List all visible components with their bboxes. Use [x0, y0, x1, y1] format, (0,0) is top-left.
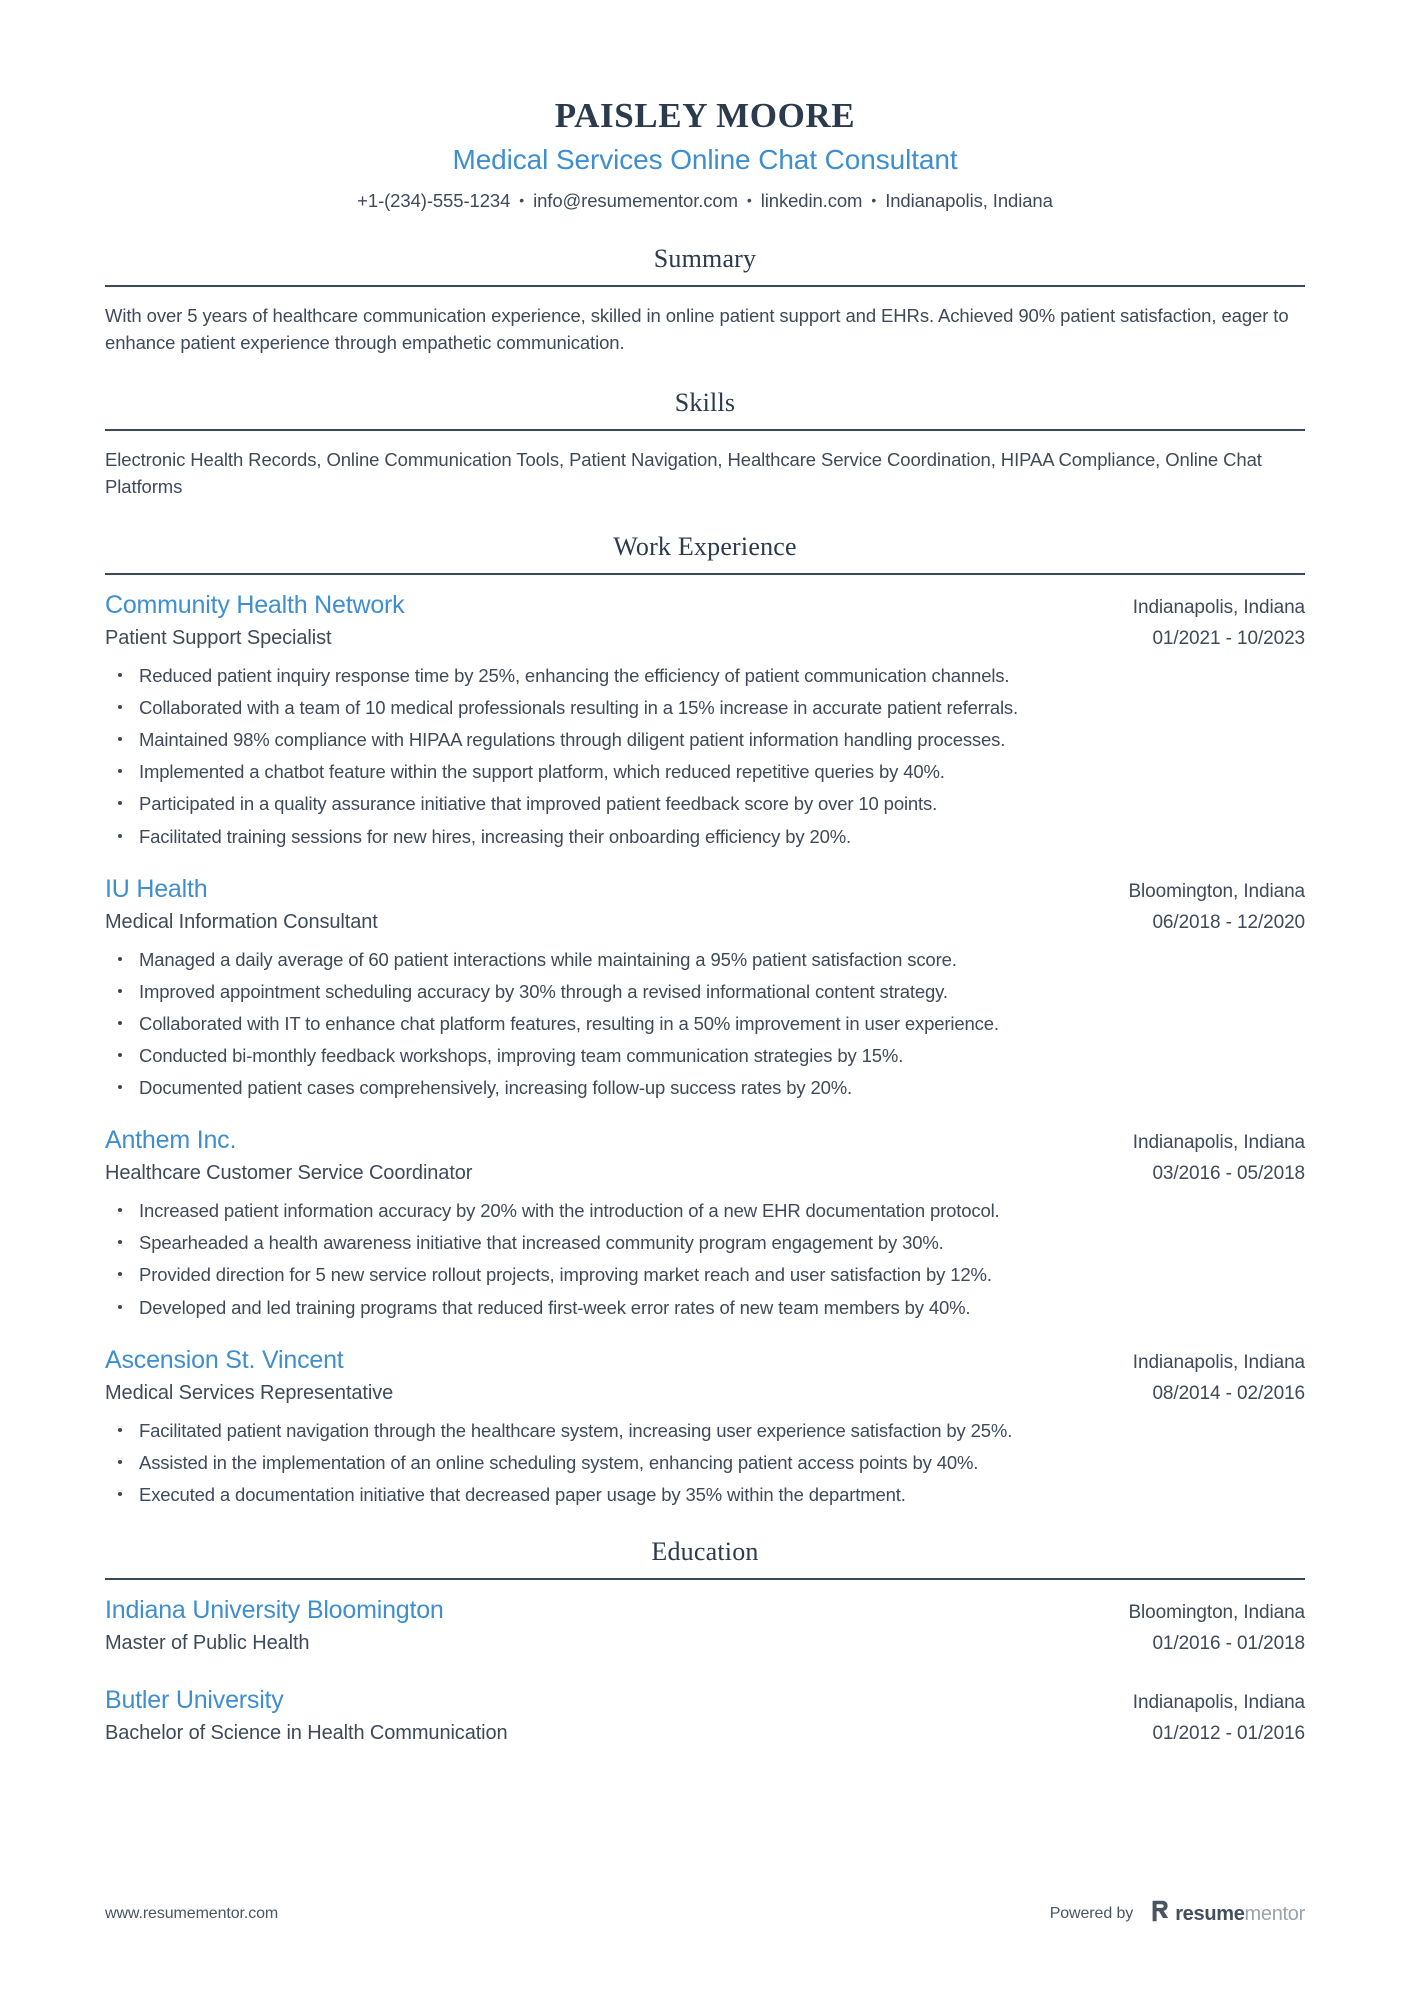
education-entry [105, 1595, 1305, 1657]
brand-bold-text: resume [1175, 1902, 1245, 1925]
work-role: Healthcare Customer Service Coordinator [105, 1162, 473, 1185]
brand-light-text: mentor [1244, 1902, 1305, 1925]
contact-separator: • [746, 191, 752, 208]
entry-bullet-item: Developed and led training programs that reduced first-week error rates of new team members by 40%. [105, 1296, 1305, 1319]
entry-bullet-item: Increased patient information accuracy by 20% with the introduction of a new EHR documentation protocol. [105, 1199, 1305, 1222]
education-entries [105, 1595, 1305, 1747]
entry-bullet-item: Spearheaded a health awareness initiative that increased community program engagement by 30%. [105, 1231, 1305, 1254]
footer-website-url[interactable]: www.resumementor.com [105, 1904, 279, 1922]
contact-item[interactable]: info@resumementor.com [533, 189, 738, 211]
section-education [105, 1536, 1305, 1747]
entry-header-row [105, 1125, 1305, 1156]
education-location: Bloomington, Indiana [1128, 1602, 1305, 1624]
entry-subheader-row [105, 1160, 1305, 1187]
skills-text: Electronic Health Records, Online Communication Tools, Patient Navigation, Healthcare Service Coordination, HIPAA Compliance, Online Chat Platforms [105, 449, 1262, 498]
entry-bullet-item: Facilitated training sessions for new hires, increasing their onboarding efficiency by 20%. [105, 825, 1305, 848]
page-footer [105, 1900, 1305, 1927]
entry-subheader-row [105, 1630, 1305, 1657]
entry-bullet-item: Improved appointment scheduling accuracy by 30% through a revised informational content strategy. [105, 980, 1305, 1003]
resumementor-logo [1151, 1900, 1305, 1927]
entry-bullet-item: Documented patient cases comprehensively, increasing follow-up success rates by 20%. [105, 1076, 1305, 1099]
work-organization: Anthem Inc. [105, 1126, 237, 1155]
contact-separator: • [519, 191, 525, 208]
work-location: Indianapolis, Indiana [1132, 1351, 1305, 1373]
education-dates: 01/2016 - 01/2018 [1152, 1633, 1305, 1655]
candidate-name: PAISLEY MOORE [554, 96, 856, 135]
education-role: Master of Public Health [105, 1632, 310, 1655]
entry-bullet-item: Collaborated with IT to enhance chat platform features, resulting in a 50% improvement in user experience. [105, 1012, 1305, 1035]
work-location: Indianapolis, Indiana [1132, 596, 1305, 618]
entry-header-row [105, 1345, 1305, 1376]
education-dates: 01/2012 - 01/2016 [1152, 1723, 1305, 1745]
section-divider [105, 573, 1305, 575]
work-location: Indianapolis, Indiana [1132, 1132, 1305, 1154]
work-entry [105, 874, 1305, 1100]
work-dates: 06/2018 - 12/2020 [1152, 911, 1305, 933]
contact-separator: • [871, 191, 877, 208]
entry-bullet-item: Facilitated patient navigation through the healthcare system, increasing user experience satisfaction by 25%. [105, 1419, 1305, 1442]
entry-header-row [105, 1685, 1305, 1716]
work-organization: Ascension St. Vincent [105, 1345, 344, 1374]
entry-header-row [105, 590, 1305, 621]
skills-body [105, 446, 1305, 501]
work-role: Patient Support Specialist [105, 627, 332, 650]
footer-branding [1050, 1900, 1305, 1927]
entry-bullet-item: Collaborated with a team of 10 medical professionals resulting in a 15% increase in accurate patient referrals. [105, 696, 1305, 719]
work-role: Medical Information Consultant [105, 910, 378, 933]
contact-item[interactable]: linkedin.com [760, 189, 863, 211]
section-title-education: Education [651, 1536, 759, 1566]
work-entry [105, 1125, 1305, 1318]
contact-item[interactable]: +1-(234)-555-1234 [357, 189, 511, 211]
section-title-work-experience: Work Experience [613, 531, 797, 561]
entry-header-row [105, 1595, 1305, 1626]
entry-subheader-row [105, 625, 1305, 652]
entry-bullet-item: Maintained 98% compliance with HIPAA regulations through diligent patient information handling processes. [105, 728, 1305, 751]
summary-body [105, 302, 1305, 357]
entry-bullet-item: Assisted in the implementation of an online scheduling system, enhancing patient access points by 40%. [105, 1451, 1305, 1474]
work-dates: 08/2014 - 02/2016 [1152, 1382, 1305, 1404]
entry-subheader-row [105, 1380, 1305, 1407]
resumementor-logo-icon [1151, 1900, 1169, 1927]
section-title-skills: Skills [674, 387, 736, 417]
powered-by-label: Powered by [1049, 1904, 1134, 1922]
summary-text: With over 5 years of healthcare communication experience, skilled in online patient support and EHRs. Achieved 90% patient satisfaction, eager to enhance patient experience through empathetic communication. [105, 305, 1289, 354]
entry-bullet-item: Reduced patient inquiry response time by 25%, enhancing the efficiency of patient communication channels. [105, 664, 1305, 687]
entry-bullet-list [105, 1419, 1305, 1506]
section-divider [105, 429, 1305, 431]
entry-bullet-list [105, 948, 1305, 1100]
resumementor-wordmark [1175, 1904, 1305, 1924]
entry-subheader-row [105, 1720, 1305, 1747]
section-skills [105, 387, 1305, 501]
education-location: Indianapolis, Indiana [1132, 1692, 1305, 1714]
candidate-job-title: Medical Services Online Chat Consultant [452, 144, 958, 176]
work-organization: IU Health [105, 874, 208, 903]
entry-bullet-item: Conducted bi-monthly feedback workshops, improving team communication strategies by 15%. [105, 1044, 1305, 1067]
education-role: Bachelor of Science in Health Communication [105, 1722, 508, 1745]
work-dates: 01/2021 - 10/2023 [1152, 628, 1305, 650]
section-summary [105, 243, 1305, 357]
section-title-summary: Summary [653, 243, 757, 273]
entry-bullet-item: Provided direction for 5 new service rollout projects, improving market reach and user satisfaction by 12%. [105, 1263, 1305, 1286]
work-entry [105, 1345, 1305, 1506]
work-location: Bloomington, Indiana [1128, 880, 1305, 902]
education-organization: Indiana University Bloomington [105, 1596, 444, 1625]
work-experience-entries [105, 590, 1305, 1506]
entry-bullet-item: Participated in a quality assurance initiative that improved patient feedback score by over 10 points. [105, 792, 1305, 815]
section-divider [105, 1578, 1305, 1580]
section-divider [105, 285, 1305, 287]
contact-item[interactable]: Indianapolis, Indiana [885, 189, 1053, 211]
resume-header [105, 0, 1305, 213]
work-organization: Community Health Network [105, 590, 405, 619]
education-organization: Butler University [105, 1686, 284, 1715]
education-entry [105, 1685, 1305, 1747]
entry-bullet-list [105, 664, 1305, 848]
entry-bullet-item: Implemented a chatbot feature within the support platform, which reduced repetitive queries by 40%. [105, 760, 1305, 783]
work-entry [105, 590, 1305, 848]
entry-bullet-item: Managed a daily average of 60 patient interactions while maintaining a 95% patient satisfaction score. [105, 948, 1305, 971]
section-work-experience [105, 531, 1305, 1506]
entry-subheader-row [105, 909, 1305, 936]
entry-bullet-item: Executed a documentation initiative that decreased paper usage by 35% within the department. [105, 1483, 1305, 1506]
entry-header-row [105, 874, 1305, 905]
contact-line [105, 189, 1305, 213]
entry-bullet-list [105, 1199, 1305, 1319]
work-dates: 03/2016 - 05/2018 [1152, 1163, 1305, 1185]
work-role: Medical Services Representative [105, 1381, 394, 1404]
